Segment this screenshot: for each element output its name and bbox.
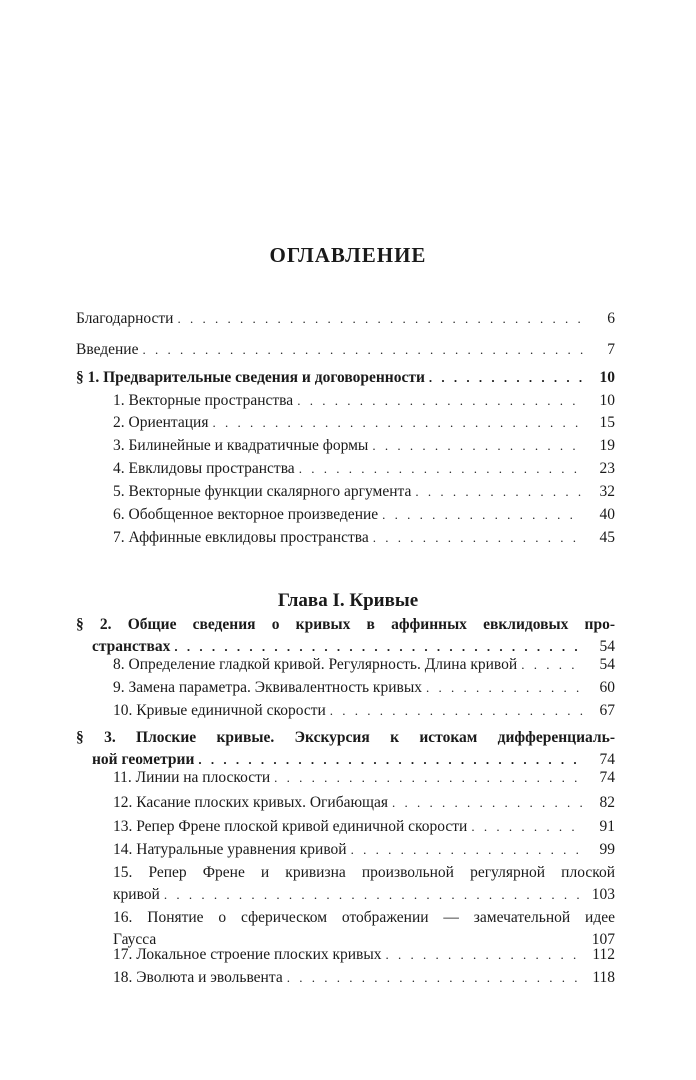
- entry-label: 6. Обобщенное векторное произведение: [113, 506, 379, 523]
- leader-dots: [471, 816, 583, 838]
- entry-label: 1. Векторные пространства: [113, 392, 294, 409]
- section-label-line-2: ной геометрии: [92, 751, 195, 768]
- toc-entry-14[interactable]: [76, 839, 615, 861]
- section-label-line-1: § 2. Общие сведения о кривых в аффинных евклидовых про-: [76, 616, 615, 633]
- leader-dots: [212, 412, 583, 434]
- entry-page: 82: [599, 794, 615, 811]
- leader-dots: [386, 944, 583, 966]
- toc-entry-8[interactable]: [76, 654, 615, 676]
- entry-label: 7. Аффинные евклидовы пространства: [113, 529, 369, 546]
- leader-dots: [330, 700, 583, 722]
- entry-page: 99: [599, 841, 615, 858]
- leader-dots: [426, 677, 583, 699]
- toc-entry-acknowledgements[interactable]: [76, 308, 615, 330]
- entry-page: 103: [591, 886, 615, 903]
- section-label: § 1. Предварительные сведения и договоренности: [76, 369, 425, 386]
- entry-page: 45: [599, 529, 615, 546]
- entry-label: 12. Касание плоских кривых. Огибающая: [113, 794, 388, 811]
- toc-entry-15[interactable]: [76, 862, 615, 906]
- entry-page: 91: [599, 818, 615, 835]
- entry-label: 13. Репер Френе плоской кривой единичной скорости: [113, 818, 468, 835]
- entry-page: 118: [592, 969, 615, 986]
- leader-dots: [297, 390, 583, 412]
- page-title: ОГЛАВЛЕНИЕ: [269, 243, 427, 267]
- section-label-line-1: § 3. Плоские кривые. Экскурсия к истокам дифференциаль-: [76, 729, 615, 746]
- entry-page: 10: [599, 369, 615, 386]
- toc-entry-9[interactable]: [76, 677, 615, 699]
- entry-label: 9. Замена параметра. Эквивалентность кривых: [113, 679, 422, 696]
- entry-label: 5. Векторные функции скалярного аргумента: [113, 483, 412, 500]
- entry-page: 112: [592, 946, 615, 963]
- entry-page: 7: [607, 341, 615, 358]
- entry-label-line-1: 15. Репер Френе и кривизна произвольной регулярной плоской: [113, 864, 615, 881]
- leader-dots: [372, 435, 583, 457]
- toc-section-2[interactable]: [76, 614, 615, 658]
- toc-entry-17[interactable]: [76, 944, 615, 966]
- entry-label: Введение: [76, 341, 139, 358]
- toc-entry-5[interactable]: [76, 481, 615, 503]
- entry-page: 74: [599, 769, 615, 786]
- entry-page: 60: [599, 679, 615, 696]
- leader-dots: [287, 967, 583, 989]
- leader-dots: [274, 767, 583, 789]
- leader-dots: [142, 339, 583, 361]
- toc-entry-introduction[interactable]: [76, 339, 615, 361]
- entry-label: 4. Евклидовы пространства: [113, 460, 295, 477]
- entry-label: 18. Эволюта и эвольвента: [113, 969, 283, 986]
- entry-page: 32: [599, 483, 615, 500]
- entry-label: 10. Кривые единичной скорости: [113, 702, 326, 719]
- entry-label-line-1: 16. Понятие о сферическом отображении — замечательной идее: [113, 909, 615, 926]
- entry-page: 54: [599, 656, 615, 673]
- entry-label: 17. Локальное строение плоских кривых: [113, 946, 382, 963]
- toc-entry-12[interactable]: [76, 792, 615, 814]
- entry-page: 19: [599, 437, 615, 454]
- toc-entry-11[interactable]: [76, 767, 615, 789]
- leader-dots: [164, 884, 583, 906]
- leader-dots: [429, 367, 583, 389]
- leader-dots: [392, 792, 583, 814]
- leader-dots: [382, 504, 583, 526]
- entry-label: 3. Билинейные и квадратичные формы: [113, 437, 369, 454]
- leader-dots: [521, 654, 583, 676]
- entry-page: 54: [599, 638, 615, 655]
- leader-dots: [299, 458, 583, 480]
- toc-entry-18[interactable]: [76, 967, 615, 989]
- toc-entry-3[interactable]: [76, 435, 615, 457]
- leader-dots: [177, 308, 583, 330]
- toc-entry-1[interactable]: [76, 390, 615, 412]
- leader-dots: [415, 481, 583, 503]
- entry-page: 74: [599, 751, 615, 768]
- entry-label-line-2: кривой: [113, 886, 160, 903]
- toc-entry-6[interactable]: [76, 504, 615, 526]
- entry-label-line-2: Гаусса: [113, 931, 157, 948]
- toc-entry-2[interactable]: [76, 412, 615, 434]
- toc-section-1[interactable]: [76, 367, 615, 389]
- chapter-title: Глава I. Кривые: [277, 590, 419, 611]
- toc-entry-13[interactable]: [76, 816, 615, 838]
- entry-page: 10: [599, 392, 615, 409]
- entry-label: 8. Определение гладкой кривой. Регулярность. Длина кривой: [113, 656, 518, 673]
- leader-dots: [351, 839, 583, 861]
- entry-page: 15: [599, 414, 615, 431]
- toc-entry-7[interactable]: [76, 527, 615, 549]
- toc-entry-4[interactable]: [76, 458, 615, 480]
- entry-label: 11. Линии на плоскости: [113, 769, 271, 786]
- section-label-line-2: странствах: [92, 638, 171, 655]
- toc-entry-10[interactable]: [76, 700, 615, 722]
- entry-page: 23: [599, 460, 615, 477]
- entry-page: 67: [599, 702, 615, 719]
- entry-page: 107: [591, 931, 615, 948]
- leader-dots: [373, 527, 583, 549]
- entry-page: 40: [599, 506, 615, 523]
- toc-section-3[interactable]: [76, 727, 615, 771]
- entry-page: 6: [607, 310, 615, 327]
- entry-label: 2. Ориентация: [113, 414, 209, 431]
- entry-label: Благодарности: [76, 310, 174, 327]
- entry-label: 14. Натуральные уравнения кривой: [113, 841, 347, 858]
